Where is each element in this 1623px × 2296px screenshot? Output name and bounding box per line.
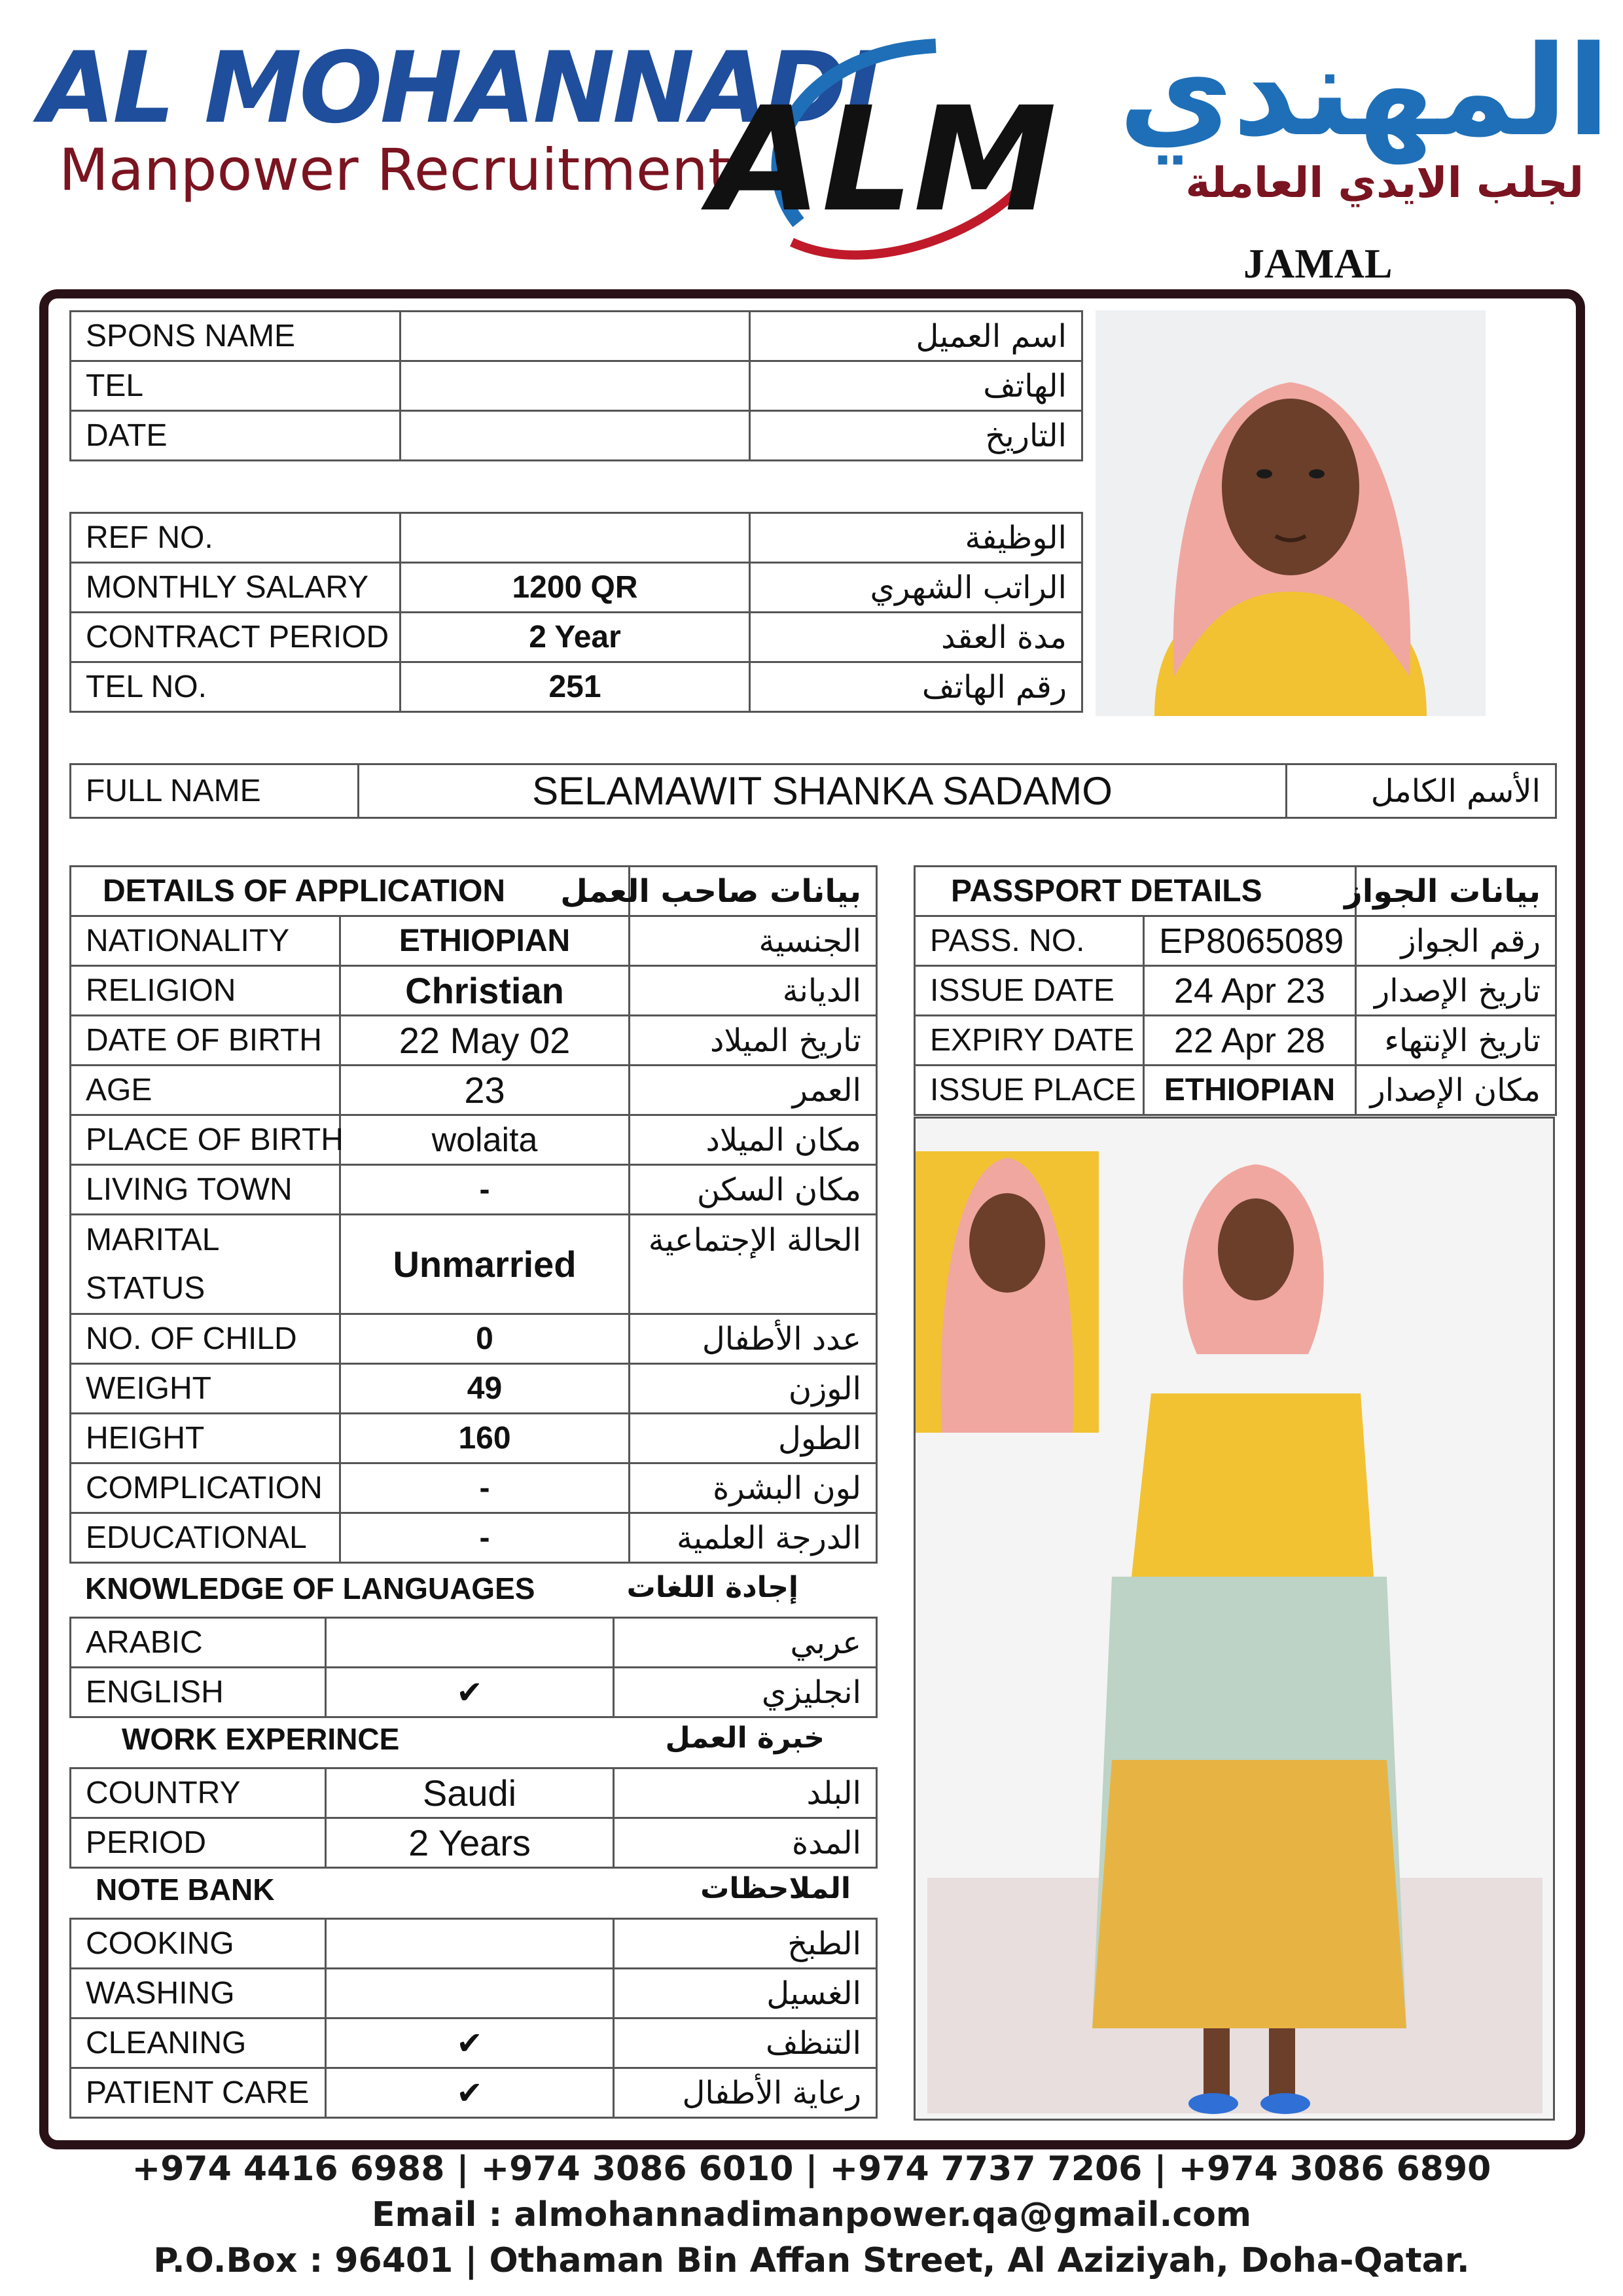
row-value: 22 May 02: [340, 1016, 630, 1066]
row-label-arabic: الديانة: [630, 966, 877, 1016]
check-mark: ✔: [326, 1668, 614, 1717]
table-row: [71, 1016, 877, 1066]
section-title-arabic: بيانات صاحب العمل: [630, 867, 877, 916]
full-name-label-arabic: الأسم الكامل: [1287, 764, 1556, 818]
row-value: Christian: [340, 966, 630, 1016]
row-label: EDUCATIONAL: [71, 1513, 340, 1563]
brand-tagline-arabic: لجلب الايدي العاملة: [1185, 159, 1584, 207]
row-label: PLACE OF BIRTH: [71, 1115, 340, 1165]
section-title: PASSPORT DETAILS: [915, 867, 1356, 916]
check-mark: [326, 1969, 614, 2018]
full-name-value: SELAMAWIT SHANKA SADAMO: [359, 764, 1287, 818]
table-row: [71, 916, 877, 966]
row-value: -: [340, 1165, 630, 1215]
row-label-arabic: الطبخ: [614, 1919, 877, 1969]
row-label: WEIGHT: [71, 1364, 340, 1414]
table-row: [71, 1165, 877, 1215]
row-value: -: [340, 1463, 630, 1513]
table-row: [71, 2068, 877, 2118]
alm-logo-text: ALM: [710, 76, 1057, 243]
brand-logo-english: [39, 31, 878, 204]
row-label-arabic: الدرجة العلمية: [630, 1513, 877, 1563]
row-value: wolaita: [340, 1115, 630, 1165]
table-row: [71, 1919, 877, 1969]
row-label: LIVING TOWN: [71, 1165, 340, 1215]
experience-title-arabic: خبرة العمل: [665, 1721, 825, 1755]
table-row: [71, 2018, 877, 2068]
table-row: [71, 1668, 877, 1717]
table-row: [71, 1066, 877, 1115]
alm-logo: [710, 26, 1060, 262]
row-label-arabic: مكان الميلاد: [630, 1115, 877, 1165]
row-label-arabic: تاريخ الإنتهاء: [1356, 1016, 1556, 1066]
row-value: ETHIOPIAN: [1144, 1066, 1356, 1115]
row-label: TEL: [71, 361, 401, 411]
row-label-arabic: اسم العميل: [750, 312, 1082, 361]
row-label-arabic: البلد: [614, 1768, 877, 1818]
table-row: [915, 916, 1556, 966]
sponsor-table: [69, 310, 1083, 461]
table-row: [71, 1414, 877, 1463]
table-header: [71, 867, 877, 916]
table-row: [71, 613, 1082, 662]
row-label: SPONS NAME: [71, 312, 401, 361]
row-value: Unmarried: [340, 1215, 630, 1314]
row-label: ENGLISH: [71, 1668, 326, 1717]
row-label-arabic: انجليزي: [614, 1668, 877, 1717]
row-value: [401, 312, 750, 361]
table-row: [71, 966, 877, 1016]
table-row: [71, 1463, 877, 1513]
row-label: RELIGION: [71, 966, 340, 1016]
row-label: PERIOD: [71, 1818, 326, 1868]
table-row: [71, 764, 1556, 818]
row-label: CONTRACT PERIOD: [71, 613, 401, 662]
row-value: 22 Apr 28: [1144, 1016, 1356, 1066]
row-label: MONTHLY SALARY: [71, 563, 401, 613]
table-row: [71, 513, 1082, 563]
table-row: [71, 1513, 877, 1563]
table-row: [71, 1768, 877, 1818]
row-label-arabic: لون البشرة: [630, 1463, 877, 1513]
notes-title-arabic: الملاحظات: [700, 1872, 851, 1905]
full-name-table: [69, 763, 1557, 819]
notes-title: NOTE BANK: [96, 1873, 275, 1907]
languages-table: [69, 1617, 878, 1718]
row-label-arabic: عدد الأطفال: [630, 1314, 877, 1364]
table-row: [71, 361, 1082, 411]
section-title-arabic: بيانات الجواز: [1356, 867, 1556, 916]
full-name-label: FULL NAME: [71, 764, 359, 818]
row-value: [401, 361, 750, 411]
table-row: [71, 662, 1082, 712]
row-label: DATE: [71, 411, 401, 461]
table-header: [915, 867, 1556, 916]
row-value: 1200 QR: [401, 563, 750, 613]
row-label: AGE: [71, 1066, 340, 1115]
row-label-arabic: مكان السكن: [630, 1165, 877, 1215]
brand-name: AL MOHANNADI: [39, 31, 878, 145]
passport-table: [914, 865, 1557, 1116]
row-label-arabic: الغسيل: [614, 1969, 877, 2018]
check-mark: ✔: [326, 2018, 614, 2068]
row-label-arabic: تاريخ الميلاد: [630, 1016, 877, 1066]
section-title: DETAILS OF APPLICATION: [71, 867, 630, 916]
full-body-photo: [914, 1117, 1555, 2121]
row-label: REF NO.: [71, 513, 401, 563]
table-row: [71, 1818, 877, 1868]
row-label-arabic: الجنسية: [630, 916, 877, 966]
row-label-arabic: الوزن: [630, 1364, 877, 1414]
row-label: HEIGHT: [71, 1414, 340, 1463]
brand-tagline: Manpower Recruitment: [59, 136, 731, 204]
row-value: 24 Apr 23: [1144, 966, 1356, 1016]
row-label-arabic: الطول: [630, 1414, 877, 1463]
row-label-arabic: الهاتف: [750, 361, 1082, 411]
row-label-arabic: المدة: [614, 1818, 877, 1868]
application-table: [69, 865, 878, 1564]
notes-table: [69, 1918, 878, 2119]
footer-email: Email : almohannadimanpower.qa@gmail.com: [371, 2195, 1252, 2234]
row-label: TEL NO.: [71, 662, 401, 712]
row-label: DATE OF BIRTH: [71, 1016, 340, 1066]
row-label-arabic: مدة العقد: [750, 613, 1082, 662]
table-row: [915, 1066, 1556, 1115]
table-row: [71, 312, 1082, 361]
row-label-arabic: عربي: [614, 1618, 877, 1668]
row-value: 2 Years: [326, 1818, 614, 1868]
row-label: COUNTRY: [71, 1768, 326, 1818]
languages-title: KNOWLEDGE OF LANGUAGES: [85, 1571, 535, 1605]
table-row: [71, 563, 1082, 613]
row-label-arabic: الوظيفة: [750, 513, 1082, 563]
row-label: PATIENT CARE: [71, 2068, 326, 2118]
table-row: [71, 1618, 877, 1668]
row-value: EP8065089: [1144, 916, 1356, 966]
row-value: 49: [340, 1364, 630, 1414]
table-row: [71, 1314, 877, 1364]
agent-name: JAMAL: [1243, 240, 1393, 287]
row-value: ETHIOPIAN: [340, 916, 630, 966]
row-label-arabic: تاريخ الإصدار: [1356, 966, 1556, 1016]
row-label: MARITAL STATUS: [71, 1215, 340, 1314]
check-mark: [326, 1618, 614, 1668]
row-value: 23: [340, 1066, 630, 1115]
row-label: NO. OF CHILD: [71, 1314, 340, 1364]
row-value: -: [340, 1513, 630, 1563]
inset-headshot-photo: [916, 1151, 1099, 1433]
headshot-photo: [1096, 310, 1486, 716]
row-value: [401, 513, 750, 563]
table-row: [71, 1215, 877, 1314]
footer-phones: +974 4416 6988 | +974 3086 6010 | +974 7737 7206 | +974 3086 6890: [132, 2149, 1491, 2189]
row-label: NATIONALITY: [71, 916, 340, 966]
row-label: COMPLICATION: [71, 1463, 340, 1513]
job-table: [69, 512, 1083, 713]
row-label-arabic: رقم الهاتف: [750, 662, 1082, 712]
table-row: [71, 411, 1082, 461]
row-label: PASS. NO.: [915, 916, 1144, 966]
row-value: 2 Year: [401, 613, 750, 662]
row-label-arabic: رقم الجواز: [1356, 916, 1556, 966]
languages-title-arabic: إجادة اللغات: [626, 1571, 798, 1604]
row-value: Saudi: [326, 1768, 614, 1818]
experience-table: [69, 1767, 878, 1869]
row-label: ISSUE PLACE: [915, 1066, 1144, 1115]
brand-name-arabic: المهندي: [1118, 19, 1610, 164]
check-mark: [326, 1919, 614, 1969]
row-value: [401, 411, 750, 461]
row-label-arabic: مكان الإصدار: [1356, 1066, 1556, 1115]
row-label: EXPIRY DATE: [915, 1016, 1144, 1066]
table-row: [71, 1364, 877, 1414]
row-label-arabic: التاريخ: [750, 411, 1082, 461]
row-value: 251: [401, 662, 750, 712]
brand-logo-arabic: [1060, 19, 1610, 209]
row-label: CLEANING: [71, 2018, 326, 2068]
row-label-arabic: التنظف: [614, 2018, 877, 2068]
check-mark: ✔: [326, 2068, 614, 2118]
row-value: 0: [340, 1314, 630, 1364]
row-label-arabic: رعاية الأطفال: [614, 2068, 877, 2118]
table-row: [915, 966, 1556, 1016]
table-row: [915, 1016, 1556, 1066]
experience-title: WORK EXPERINCE: [122, 1722, 400, 1756]
row-label-arabic: الراتب الشهري: [750, 563, 1082, 613]
footer-address: P.O.Box : 96401 | Othaman Bin Affan Street, Al Aziziyah, Doha-Qatar.: [153, 2241, 1470, 2280]
row-label: COOKING: [71, 1919, 326, 1969]
row-value: 160: [340, 1414, 630, 1463]
row-label: WASHING: [71, 1969, 326, 2018]
row-label: ISSUE DATE: [915, 966, 1144, 1016]
row-label: ARABIC: [71, 1618, 326, 1668]
table-row: [71, 1969, 877, 2018]
table-row: [71, 1115, 877, 1165]
row-label-arabic: العمر: [630, 1066, 877, 1115]
row-label-arabic: الحالة الإجتماعية: [630, 1215, 877, 1314]
